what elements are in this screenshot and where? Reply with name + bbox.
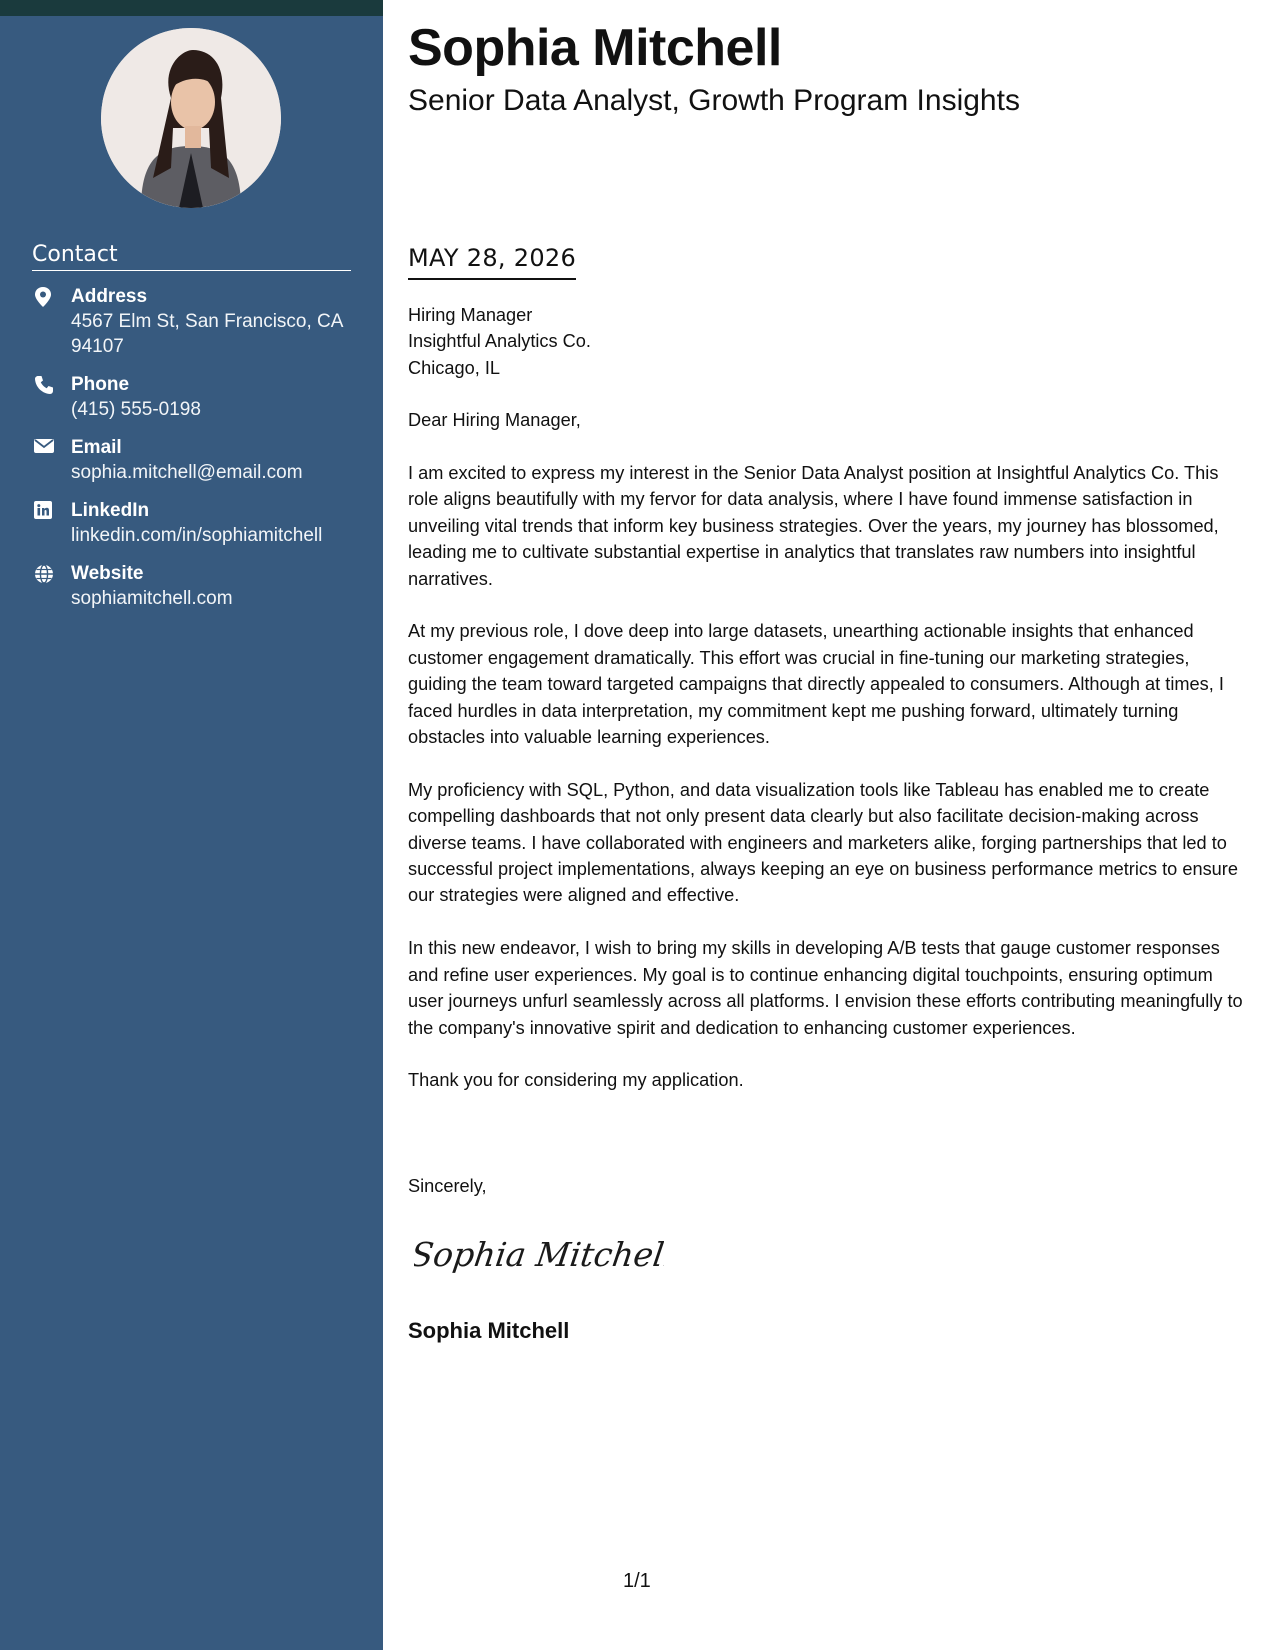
contact-email [32,435,352,485]
applicant-name: Sophia Mitchell [408,19,782,77]
contact-phone [32,372,352,422]
map-pin-icon [34,287,54,307]
contact-website [32,561,352,611]
body-paragraph: My proficiency with SQL, Python, and data visualization tools like Tableau has enabled me to create compelling dashboards that not only present data clearly but also facilitate decision-making across diverse teams. I have collaborated with engineers and marketers alike, forging partnerships that led to successful project implementations, always keeping an eye on business performance metrics to ensure our strategies were aligned and effective. [408,779,1238,906]
salutation: Dear Hiring Manager, [408,410,581,431]
handwritten-signature [414,1218,664,1293]
contact-address [32,284,352,359]
signer-name: Sophia Mitchell [408,1318,570,1343]
recipient-block [408,302,1253,381]
website-value[interactable]: sophiamitchell.com [71,588,233,609]
applicant-role: Senior Data Analyst, Growth Program Insights [408,84,1020,117]
recipient-line: Chicago, IL [408,357,501,378]
address-value: 4567 Elm St, San Francisco, CA 94107 [71,311,343,357]
body-paragraph: In this new endeavor, I wish to bring my skills in developing A/B tests that gauge customer responses and refine user experiences. My goal is to continue enhancing digital touchpoints, ensuring optimum user journeys unfurl seamlessly across all platforms. I envision these efforts contributing meaningfully to the company's innovative spirit and dedication to enhancing customer experiences. [408,938,1243,1038]
website-label: Website [71,563,144,584]
body-paragraph: At my previous role, I dove deep into large datasets, unearthing actionable insights that enhanced customer engagement dramatically. This effort was crucial in fine-tuning our marketing strategies, guiding the team toward targeted campaigns that directly appealed to consumers. Although at times, I faced hurdles in data interpretation, my commitment kept me pushing forward, ultimately turning obstacles into valuable learning experiences. [408,621,1224,748]
page-number: 1/1 [623,1570,651,1592]
closing: Sincerely, [408,1176,487,1196]
letter-date: MAY 28, 2026 [408,244,576,280]
letter-body [408,302,1253,1120]
profile-photo [101,28,281,208]
phone-icon [34,375,54,395]
linkedin-icon [34,501,54,521]
sidebar [0,16,383,1650]
signature-text: Sophia Mitchell [414,1235,664,1274]
contact-list [32,284,352,624]
contact-linkedin [32,498,352,548]
contact-heading: Contact [32,242,351,271]
address-label: Address [71,286,148,307]
recipient-line: Hiring Manager [408,305,533,325]
phone-label: Phone [71,374,130,395]
recipient-line: Insightful Analytics Co. [408,331,591,352]
envelope-icon [34,438,54,458]
body-paragraph: Thank you for considering my application. [408,1070,744,1091]
globe-icon [34,564,54,584]
email-label: Email [71,437,122,458]
linkedin-value[interactable]: linkedin.com/in/sophiamitchell [71,525,323,546]
body-paragraph: I am excited to express my interest in the Senior Data Analyst position at Insightful Analytics Co. This role aligns beautifully with my fervor for data analysis, where I have found immense satisfaction in unveiling vital trends that inform key business strategies. Over the years, my journey has blossomed, leading me to cultivate substantial expertise in analytics that translates raw numbers into insightful narratives. [408,463,1219,589]
sidebar-top-band [0,0,383,16]
email-value[interactable]: sophia.mitchell@email.com [71,462,303,483]
linkedin-label: LinkedIn [71,500,150,521]
phone-value: (415) 555-0198 [71,399,201,420]
